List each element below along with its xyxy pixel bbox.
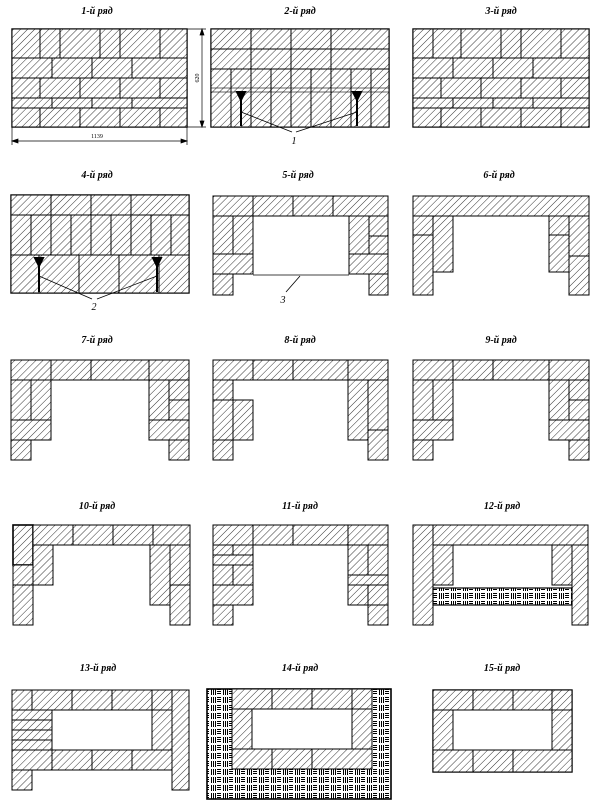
row-title-8: 8-й ряд xyxy=(284,335,316,346)
callout-label-1: 1 xyxy=(291,136,297,147)
panel-row-13 xyxy=(12,690,189,790)
row-title-13: 13-й ряд xyxy=(79,663,117,674)
panel-row-8 xyxy=(213,360,388,460)
panel-row-5 xyxy=(213,196,388,295)
callout-label-3: 3 xyxy=(280,295,286,306)
strip-callout-row-5 xyxy=(253,275,349,292)
row-title-15: 15-й ряд xyxy=(483,663,521,674)
row-title-14: 14-й ряд xyxy=(281,663,319,674)
panel-row-6 xyxy=(413,196,589,295)
row-title-12: 12-й ряд xyxy=(483,501,521,512)
panel-row-7 xyxy=(11,360,189,460)
row-title-3: 3-й ряд xyxy=(485,6,517,17)
row-title-9: 9-й ряд xyxy=(485,335,517,346)
width-dimension-label: 1139 xyxy=(91,134,103,140)
panel-row-10 xyxy=(13,525,190,625)
panel-row-2 xyxy=(211,29,389,127)
panel-row-14 xyxy=(207,689,391,799)
panel-row-3 xyxy=(413,29,589,127)
panel-row-11 xyxy=(213,525,388,625)
panel-row-1 xyxy=(12,29,187,127)
height-dimension-label: 620 xyxy=(195,73,201,83)
row-title-2: 2-й ряд xyxy=(284,6,316,17)
panel-row-12 xyxy=(413,525,588,625)
row-title-6: 6-й ряд xyxy=(483,170,515,181)
callout-label-2: 2 xyxy=(91,302,97,313)
row-title-11: 11-й ряд xyxy=(282,501,318,512)
panel-row-15 xyxy=(433,690,572,772)
panel-row-9 xyxy=(413,360,589,460)
row-title-7: 7-й ряд xyxy=(81,335,113,346)
row-title-1: 1-й ряд xyxy=(81,6,113,17)
row-title-5: 5-й ряд xyxy=(282,170,314,181)
panel-row-4 xyxy=(11,195,189,293)
row-title-4: 4-й ряд xyxy=(81,170,113,181)
row-title-10: 10-й ряд xyxy=(78,501,116,512)
